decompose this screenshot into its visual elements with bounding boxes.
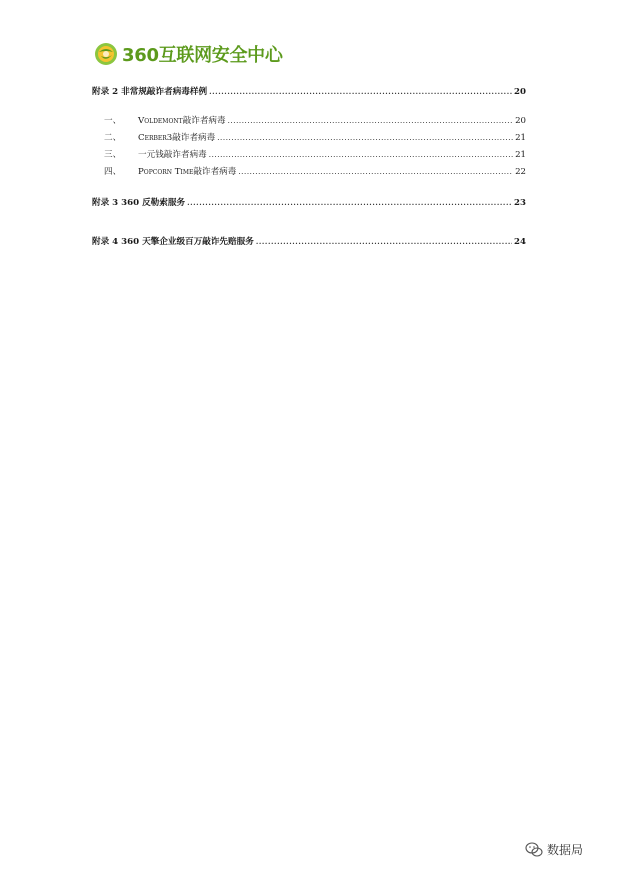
toc-leader-dots — [256, 236, 512, 247]
toc-page-number: 24 — [514, 237, 526, 247]
toc-title-suffix: 敲诈者病毒 — [193, 167, 237, 177]
toc-title-suffix: 敲诈者病毒 — [182, 116, 226, 126]
toc-title: 附录 4 360 天擎企业级百万敲诈先赔服务 — [92, 237, 254, 247]
toc-title: 附录 2 非常规敲诈者病毒样例 — [92, 87, 208, 97]
toc-number: 一、 — [104, 116, 122, 126]
toc-leader-dots — [209, 150, 513, 161]
toc-entry-cerber3[interactable] — [104, 133, 526, 144]
wechat-icon — [525, 842, 543, 858]
header-logo — [94, 41, 283, 67]
toc-number: 二、 — [104, 133, 122, 143]
toc-entry-appendix-2[interactable] — [92, 86, 526, 98]
watermark-text: 数据局 — [547, 843, 584, 857]
toc-title-prefix: Voldemont — [138, 116, 183, 126]
toc-leader-dots — [228, 116, 513, 127]
toc-entry-one-yuan[interactable] — [104, 150, 526, 161]
toc-page-number: 21 — [515, 133, 526, 143]
toc-title-suffix: 一元钱敲诈者病毒 — [138, 150, 207, 160]
toc-page-number: 21 — [515, 150, 526, 160]
toc-page-number: 20 — [515, 116, 526, 126]
toc-entry-voldemont[interactable] — [104, 116, 526, 127]
toc-title-prefix: Cerber3 — [138, 133, 173, 143]
toc-number: 四、 — [104, 167, 122, 177]
toc-entry-appendix-3[interactable] — [92, 197, 526, 209]
watermark — [525, 841, 583, 858]
toc-leader-dots — [187, 197, 512, 208]
toc-page-number: 23 — [514, 198, 526, 208]
logo-text: 360互联网安全中心 — [122, 45, 283, 66]
toc-page-number: 20 — [514, 87, 526, 97]
globe-icon — [94, 42, 118, 66]
toc-entry-appendix-4[interactable] — [92, 236, 526, 248]
toc-title-suffix: 敲诈者病毒 — [172, 133, 216, 143]
toc-number: 三、 — [104, 150, 122, 160]
toc-title-prefix: Popcorn Time — [138, 167, 194, 177]
toc-leader-dots — [217, 133, 513, 144]
toc-page-number: 22 — [515, 167, 526, 177]
toc-leader-dots — [238, 167, 513, 178]
toc-entry-popcorn-time[interactable] — [104, 167, 526, 178]
toc-title: 附录 3 360 反勒索服务 — [92, 198, 186, 208]
toc-leader-dots — [209, 86, 512, 97]
